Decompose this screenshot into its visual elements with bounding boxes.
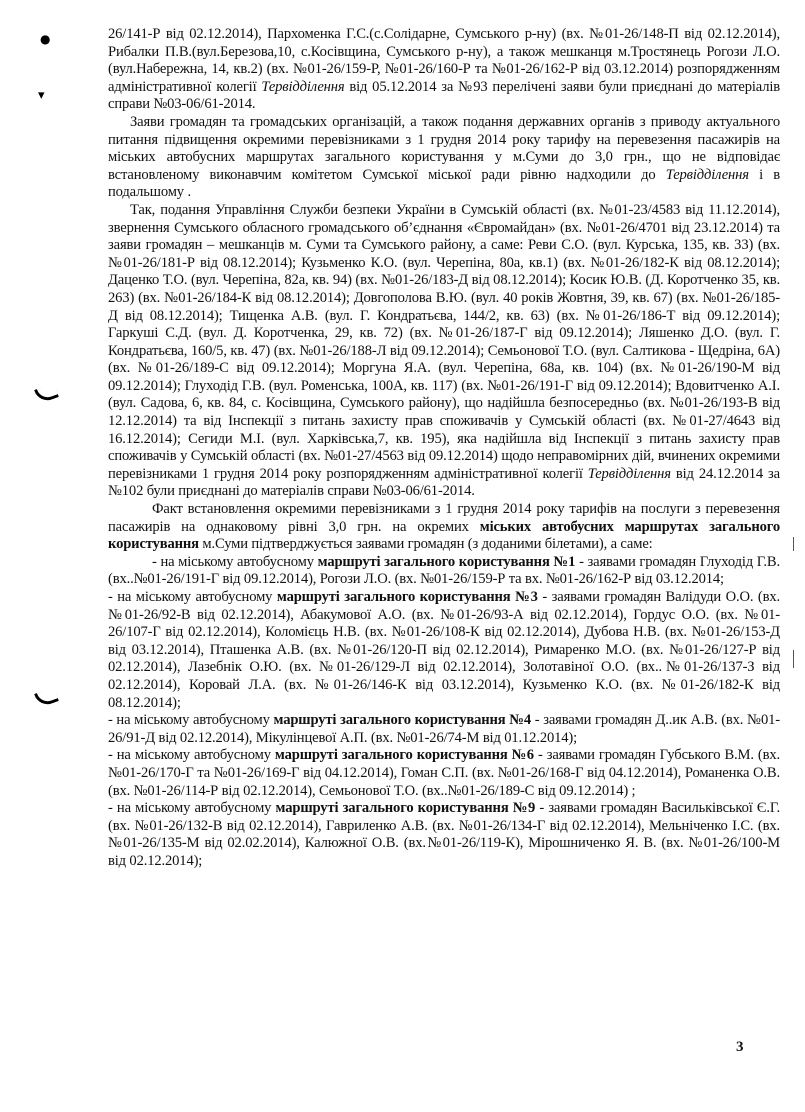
bold-run: маршруті загального користування №3 bbox=[276, 589, 538, 605]
text-run: Заяви громадян та громадських організацій, а також подання державних органів з приводу актуального питання підвищення окремими перевізниками з 1 грудня 2014 року тарифу на перевезення пасажирів на міських автобусних маршрутах загального користування у м.Суми до 3,0 грн., що не відповідає встановленому виконавчим комітетом Сумської міської ради рівню надходили до bbox=[108, 113, 780, 183]
text-run: і в подальшому . bbox=[108, 166, 780, 201]
text-run: від 05.12.2014 за №93 перелічені заяви були приєднані до матеріалів справи №03-06/61-2014. bbox=[108, 78, 780, 113]
route-3-item bbox=[108, 589, 780, 712]
italic-run: Тервідділення bbox=[665, 166, 749, 183]
route-1-item bbox=[108, 554, 780, 589]
text-run: - заявами громадян Валідуди О.О. (вх. №01-26/92-В від 02.12.2014), Абакумової А.О. (вх. №01-26/93-А від 02.12.2014), Гордус О.О. (вх. №01-26/107-Г від 02.12.2014), Коломієць Н.В. (вх. №01-26/108-К від 02.12.2014), Дубова Н.В. (вх. №01-26/153-Д від 03.12.2014), Пташенка А.В. (вх. №01-26/120-П від 02.12.2014), Римаренко М.О. (вх. №01-26/127-Р від 02.12.2014), Лазебнік О.Ю. (вх. №01-26/129-Л від 02.12.2014), Золотавіної О.О. (вх..№01-26/137-З від 02.12.2014), Коровай Л.А. (вх. №01-26/146-К від 03.12.2014), Кузьменко К.О. (вх. №01-26/182-К від 08.12.2014); bbox=[108, 589, 781, 711]
text-run: м.Суми підтверджується заявами громадян (з доданими білетами), а саме: bbox=[198, 536, 653, 553]
text-run: - заявами громадян Васильківської Є.Г. (вх. №01-26/132-В від 02.12.2014), Гавриленко А.В. (вх. №01-26/134-Г від 02.12.2014), Мельніченко І.С. (вх. №01-26/135-М від 02.02.2014), Калюжної О.В. (вх.№01-26/119-К), Мірошниченко Я. В. (вх. №01-26/100-М від 02.12.2014); bbox=[108, 800, 781, 869]
text-run: - заявами громадян Губського В.М. (вх. №01-26/170-Г та №01-26/169-Г від 04.12.2014), Гоман С.П. (вх. №01-26/168-Г від 04.12.2014), Романенка О.В. (вх. №01-26/114-Р від 02.12.2014), Семьонової Т.О. (вх..№01-26/189-С від 09.12.2014) ; bbox=[108, 747, 781, 799]
text-run: - на міському автобусному bbox=[152, 553, 318, 570]
bold-run: міських автобусних маршрутах загального користування bbox=[108, 518, 780, 553]
scan-speck-mark: ▾ bbox=[38, 88, 45, 103]
route-9-item bbox=[108, 800, 780, 870]
text-run: Факт встановлення окремими перевізниками з 1 грудня 2014 року тарифів на послуги з перевезення пасажирів на однаковому рівні 3,0 грн. на окремих bbox=[108, 501, 780, 535]
bold-run: маршруті загального користування №9 bbox=[275, 800, 536, 817]
text-run: - заявами громадян Д..ик А.В. (вх. №01-26/91-Д від 02.12.2014), Мікулінцевої А.П. (вх. №01-26/74-М від 01.12.2014); bbox=[108, 712, 781, 746]
text-run: - заявами громадян Глуходід Г.В. (вх..№01-26/191-Г від 09.12.2014), Рогози Л.О. (вх. №01-26/159-Р та вх. №01-26/162-Р від 03.12.2014; bbox=[108, 553, 781, 588]
page-number: 3 bbox=[736, 1039, 744, 1055]
text-run: - на міському автобусному bbox=[108, 589, 277, 605]
text-run: - на міському автобусному bbox=[108, 712, 274, 729]
text-run: - на міському автобусному bbox=[108, 747, 275, 764]
route-6-item bbox=[108, 747, 780, 800]
route-4-item bbox=[108, 712, 780, 747]
document-body bbox=[108, 26, 780, 871]
text-run: Так, подання Управління Служби безпеки України в Сумській області (вх. №01-23/4583 від 11.12.2014), звернення Сумського обласного громадського об’єднання «Євромайдан» (вх. №01-26/4701 від 23.12.2014) та заяви громадян – мешканців м. Суми та Сумського району, а саме: Реви С.О. (вул. Курська, 135, кв. 33) (вх. №01-26/181-Р від 08.12.2014); Кузьменко К.О. (вул. Черепіна, 80а, кв.1) (вх. №01-26/182-К від 08.12.2014); Даценко Т.О. (вул. Черепіна, 82а, кв. 94) (вх. №01-26/183-Д від 08.12.2014); Косик Ю.В. (Д. Коротченко 35, кв. 263) (вх. №01-26/184-К від 08.12.2014); Довгополова В.Ю. (вул. 40 років Жовтня, 39, кв. 67) (вх. №01-26/185-Д від 08.12.2014); Тищенка А.В. (вул. Г. Кондратьєва, 144/2, кв. 63) (вх. №01-26/186-Т від 09.12.2014); Гаркуші С.Д. (вул. Д. Коротченка, 29, кв. 72) (вх. №01-26/187-Г від 09.12.2014); Ляшенко Д.О. (вул. Г. Кондратьєва, 160/5, кв. 47) (вх. №01-26/188-Л від 09.12.2014); Семьонової Т.О. (вул. Салтикова - Щедріна, 6А) (вх. №01-26/189-С від 09.12.2014); Моргуна Я.А. (вул. Черепіна, 68а, кв. 104) (вх. №01-26/190-М від 09.12.2014); Глуходід Г.В. (вул. Роменська, 100А, кв. 117) (вх. №01-26/191-Г від 09.12.2014); Вдовитченко А.І. (вул. Садова, 6, кв. 84, с. Косівщина, Сумського району), що надійшла безпосередньо (вх. №01-26/193-В від 12.12.2014) та від Інспекції з питань захисту прав споживачів у Сумській області (вх. №01-27/4643 від 16.12.2014); Сегиди М.І. (вул. Харківська,7, кв. 195), яка надійшла від Інспекції з питань захисту прав споживачів у Сумській області (вх. №01-27/4563 від 09.12.2014) щодо неправомірних дій, вчинених окремими перевізниками 1 грудня 2014 року розпорядженням адміністративної колегії bbox=[108, 201, 780, 482]
scan-edge-mark bbox=[793, 650, 794, 668]
text-run: - на міському автобусному bbox=[108, 800, 276, 817]
bold-run: маршруті загального користування №6 bbox=[274, 747, 534, 764]
paragraph-submissions-list bbox=[108, 202, 780, 501]
italic-run: Тервідділення bbox=[587, 465, 671, 482]
paragraph-applications-intro bbox=[108, 114, 780, 202]
bold-run: маршруті загального користування №1 bbox=[317, 553, 576, 570]
scan-edge-mark bbox=[793, 537, 794, 551]
text-run: 26/141-Р від 02.12.2014), Пархоменка Г.С.(с.Солідарне, Сумського р-ну) (вх. №01-26/148-П від 02.12.2014), Рибалки П.В.(вул.Березова,10, с.Косівщина, Сумського р-ну), а також мешканця м.Тростянець Рогози Л.О.(вул.Набережна, 14, кв.2) (вх. №01-26/159-Р, №01-26/160-Р та №01-26/162-Р від 03.12.2014) розпорядженням адміністративної колегії bbox=[108, 26, 780, 95]
paragraph-tariff-fact bbox=[108, 501, 780, 554]
bold-run: маршруті загального користування №4 bbox=[273, 712, 532, 729]
hole-punch-mark bbox=[34, 383, 59, 404]
scan-speck-mark: ● bbox=[40, 32, 51, 46]
italic-run: Тервідділення bbox=[261, 78, 345, 95]
text-run: від 24.12.2014 за №102 були приєднані до матеріалів справи №03-06/61-2014. bbox=[108, 465, 780, 500]
paragraph-continuation bbox=[108, 26, 780, 114]
hole-punch-mark bbox=[34, 687, 59, 708]
